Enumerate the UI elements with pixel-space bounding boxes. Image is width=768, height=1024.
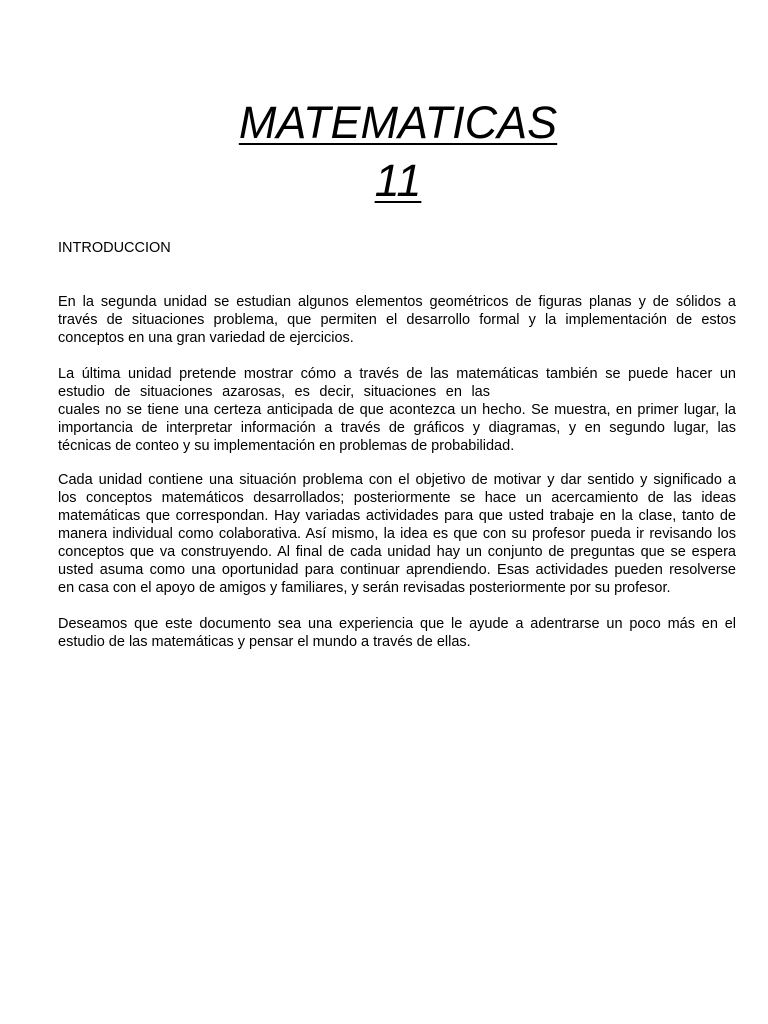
text-line: cuales no se tiene una certeza anticipada de que acontezca un hecho. Se muestra, en primer lugar, la [58,402,736,418]
text-line: en casa con el apoyo de amigos y familiares, y serán revisadas posteriormente por su profesor. [58,580,671,596]
text-line: importancia de interpretar información a través de gráficos y diagramas, y en segundo lugar, las [58,420,736,436]
paragraph-3 [58,471,736,597]
text-line: conceptos que va construyendo. Al final de cada unidad hay un conjunto de preguntas que se espera [58,544,736,560]
text-line: Deseamos que este documento sea una experiencia que le ayude a adentrarse un poco más en el [58,616,736,632]
text-line: En la segunda unidad se estudian algunos elementos geométricos de figuras planas y de sólidos a [58,294,736,310]
document-title [0,96,768,212]
section-heading: INTRODUCCION [58,240,171,256]
text-line: los conceptos matemáticos desarrollados; posteriormente se hace un acercamiento de las ideas [58,490,736,506]
title-line-number: 11 [374,155,422,206]
text-line: usted asuma como una oportunidad para continuar aprendiendo. Esas actividades pueden resolverse [58,562,736,578]
text-line: estudio de las matemáticas y pensar el mundo a través de ellas. [58,634,471,650]
text-line: Cada unidad contiene una situación problema con el objetivo de motivar y dar sentido y significado a [58,472,736,488]
text-line: matemáticas que correspondan. Hay variadas actividades para que usted trabaje en la clase, tanto de [58,508,736,524]
text-line: conceptos en una gran variedad de ejercicios. [58,330,354,346]
paragraph-4 [58,615,736,651]
text-line: técnicas de conteo y su implementación en problemas de probabilidad. [58,438,515,454]
text-line: manera individual como colaborativa. Así mismo, la idea es que con su profesor pueda ir revisando los [58,526,736,542]
text-line: estudio de situaciones azarosas, es decir, situaciones en las [58,384,490,400]
paragraph-2 [58,365,736,455]
paragraph-1 [58,293,736,347]
text-line: través de situaciones problema, que permiten el desarrollo formal y la implementación de estos [58,312,736,328]
title-line-main: MATEMATICAS [238,97,558,148]
text-line: La última unidad pretende mostrar cómo a través de las matemáticas también se puede hacer un [58,366,736,382]
